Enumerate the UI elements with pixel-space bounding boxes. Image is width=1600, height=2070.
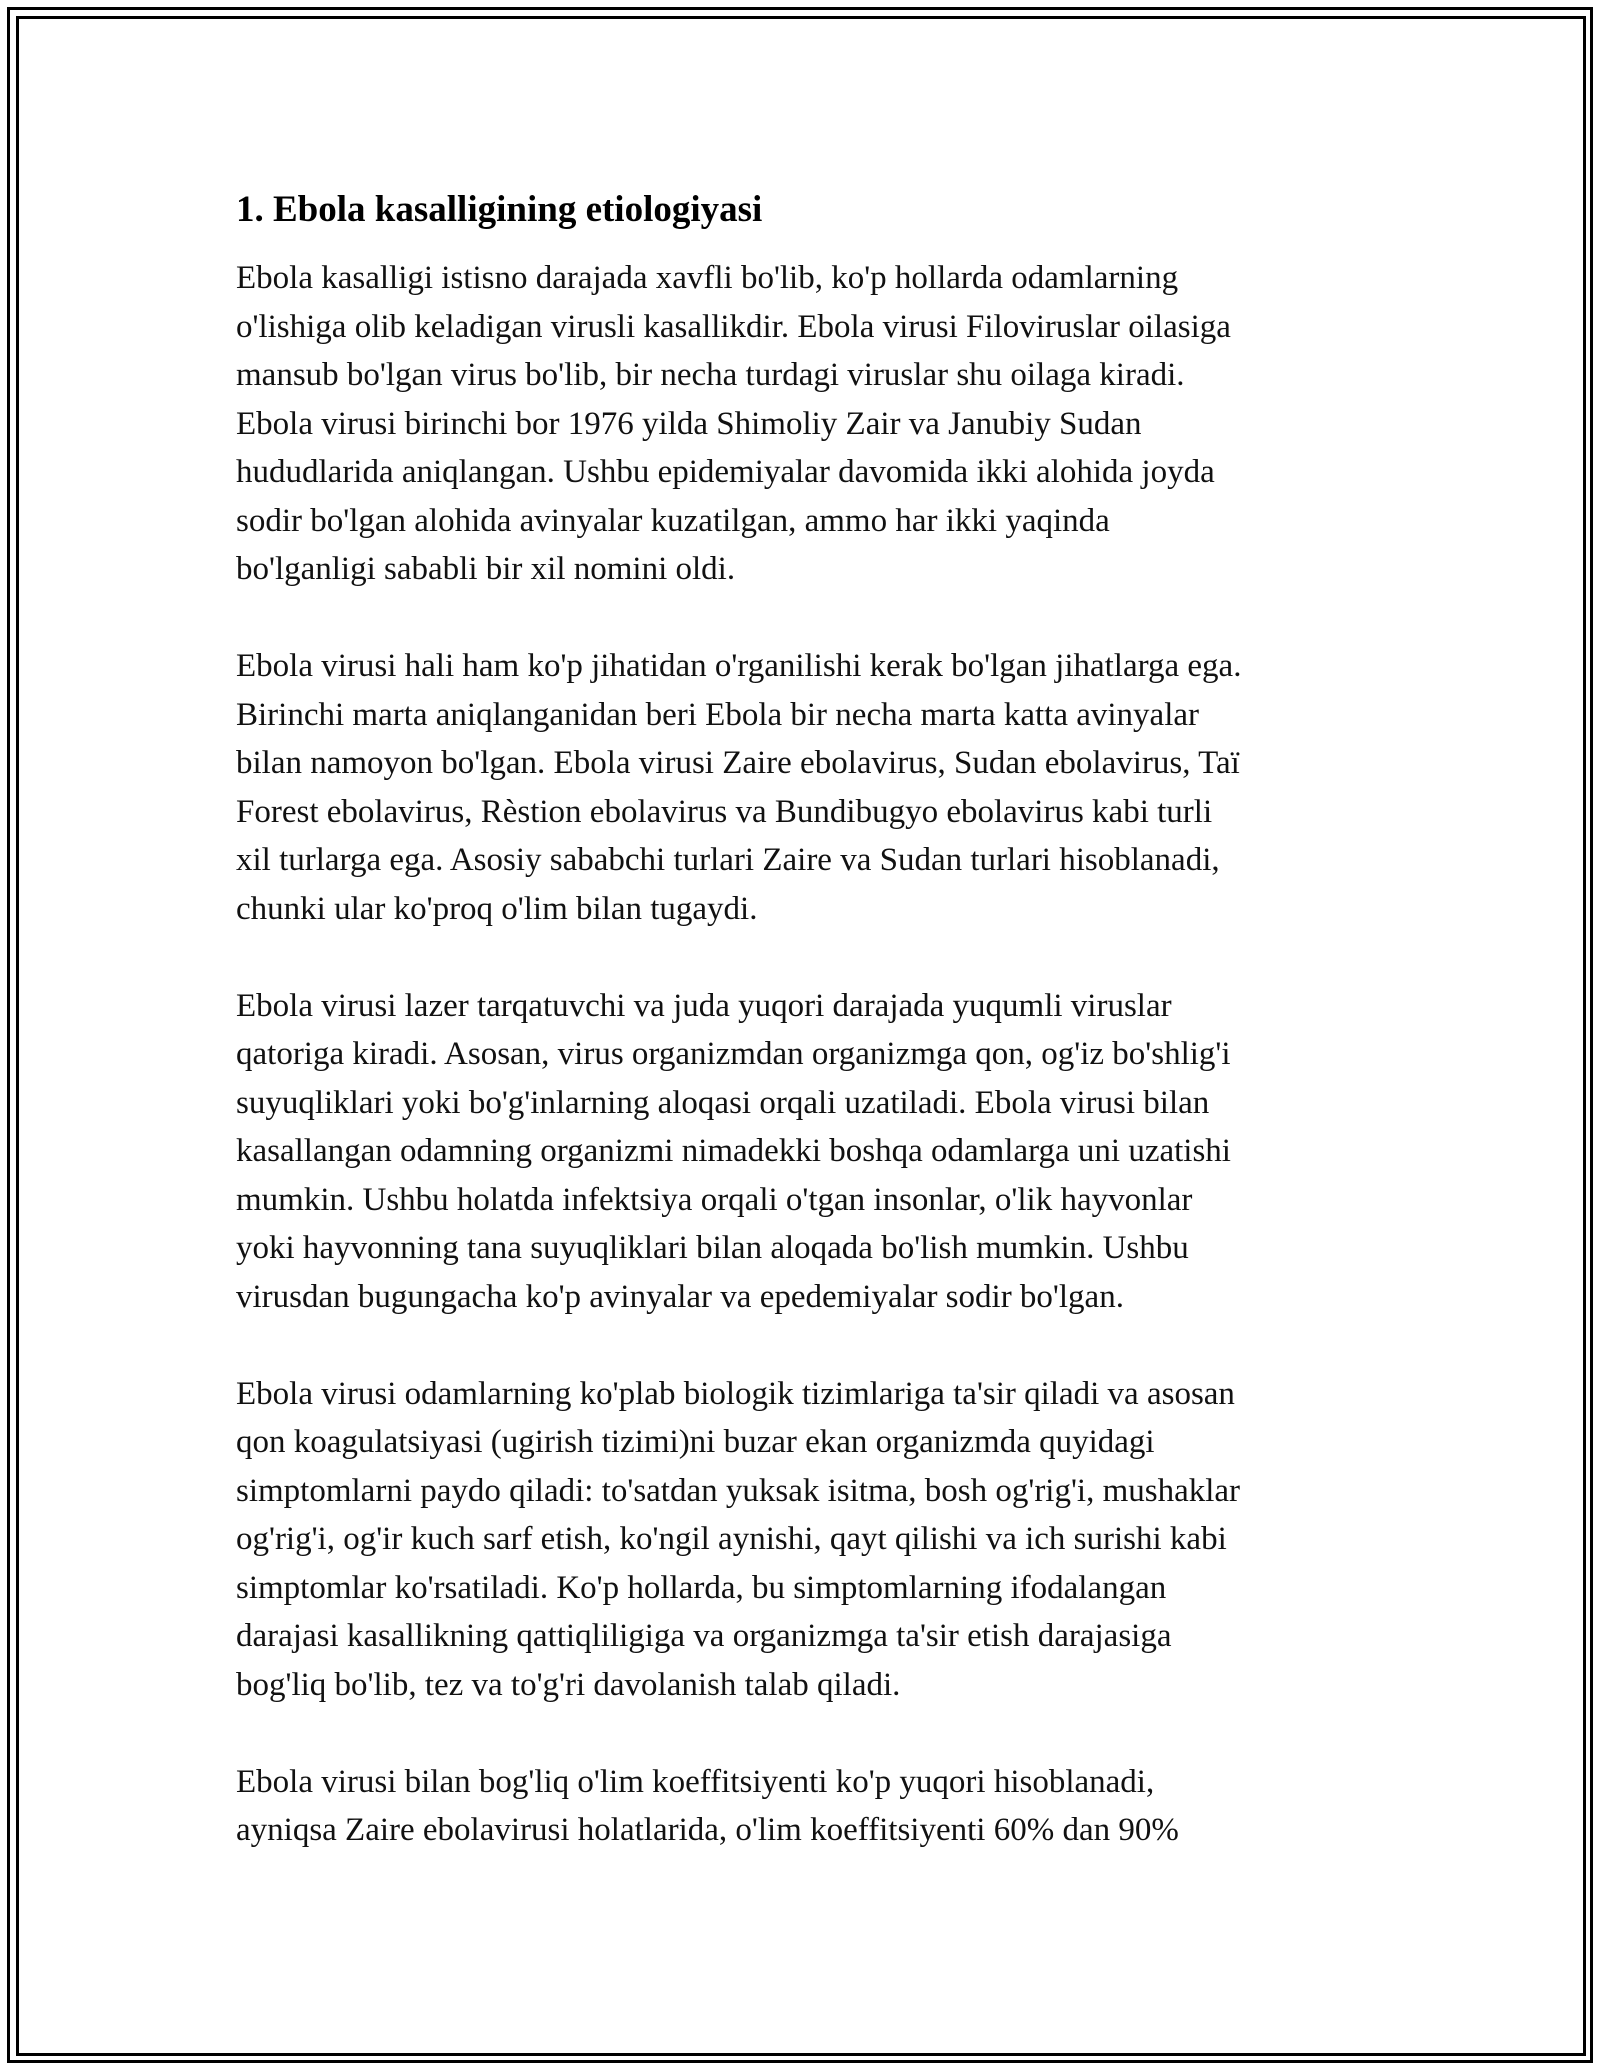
text-line: darajasi kasallikning qattiqliligiga va organizmga ta'sir etish darajasiga: [236, 1618, 1172, 1654]
text-line: chunki ular ko'proq o'lim bilan tugaydi.: [236, 890, 758, 927]
text-line: qon koagulatsiyasi (ugirish tizimi)ni buzar ekan organizmda quyidagi: [236, 1424, 1155, 1460]
paragraph-etiology-intro: [236, 254, 1366, 594]
text-line: Ebola virusi hali ham ko'p jihatidan o'rganilishi kerak bo'lgan jihatlarga ega.: [236, 648, 1242, 684]
text-line: Ebola virusi bilan bog'liq o'lim koeffitsiyenti ko'p yuqori hisoblanadi,: [236, 1763, 1155, 1800]
text-line: kasallangan odamning organizmi nimadekki boshqa odamlarga uni uzatishi: [236, 1133, 1231, 1169]
section-heading: 1. Ebola kasalligining etiologiyasi: [236, 189, 763, 230]
text-line: Ebola virusi birinchi bor 1976 yilda Shimoliy Zair va Janubiy Sudan: [236, 405, 1142, 442]
paragraph-mortality: [236, 1758, 1366, 1855]
text-line: yoki hayvonning tana suyuqliklari bilan aloqada bo'lish mumkin. Ushbu: [236, 1230, 1189, 1266]
text-line: simptomlarni paydo qiladi: to'satdan yuksak isitma, bosh og'rig'i, mushaklar: [236, 1472, 1241, 1509]
text-line: Ebola virusi odamlarning ko'plab biologik tizimlariga ta'sir qiladi va asosan: [236, 1375, 1235, 1412]
text-line: mansub bo'lgan virus bo'lib, bir necha turdagi viruslar shu oilaga kiradi.: [236, 357, 1185, 393]
document-body: [236, 186, 1366, 1903]
text-line: bog'liq bo'lib, tez va to'g'ri davolanish talab qiladi.: [236, 1666, 901, 1703]
text-line: bilan namoyon bo'lgan. Ebola virusi Zaire ebolavirus, Sudan ebolavirus, Taï: [236, 745, 1240, 781]
text-line: og'rig'i, og'ir kuch sarf etish, ko'ngil aynishi, qayt qilishi va ich surishi kabi: [236, 1521, 1227, 1557]
paragraph-transmission: [236, 982, 1366, 1322]
text-line: o'lishiga olib keladigan virusli kasallikdir. Ebola virusi Filoviruslar oilasiga: [236, 308, 1231, 345]
text-line: virusdan bugungacha ko'p avinyalar va epedemiyalar sodir bo'lgan.: [236, 1278, 1124, 1315]
text-line: mumkin. Ushbu holatda infektsiya orqali o'tgan insonlar, o'lik hayvonlar: [236, 1181, 1193, 1218]
text-line: Forest ebolavirus, Rèstion ebolavirus va Bundibugyo ebolavirus kabi turli: [236, 793, 1213, 830]
text-line: suyuqliklari yoki bo'g'inlarning aloqasi orqali uzatiladi. Ebola virusi bilan: [236, 1084, 1210, 1121]
text-line: Birinchi marta aniqlanganidan beri Ebola bir necha marta katta avinyalar: [236, 696, 1200, 733]
text-line: ayniqsa Zaire ebolavirusi holatlarida, o'lim koeffitsiyenti 60% dan 90%: [236, 1812, 1179, 1848]
text-line: simptomlar ko'rsatiladi. Ko'p hollarda, bu simptomlarning ifodalangan: [236, 1569, 1167, 1606]
paragraph-virus-species: [236, 642, 1366, 933]
text-line: hududlarida aniqlangan. Ushbu epidemiyalar davomida ikki alohida joyda: [236, 454, 1215, 490]
text-line: xil turlarga ega. Asosiy sababchi turlari Zaire va Sudan turlari hisoblanadi,: [236, 842, 1220, 878]
text-line: sodir bo'lgan alohida avinyalar kuzatilgan, ammo har ikki yaqinda: [236, 502, 1110, 539]
text-line: bo'lganligi sababli bir xil nomini oldi.: [236, 551, 736, 587]
text-line: Ebola kasalligi istisno darajada xavfli bo'lib, ko'p hollarda odamlarning: [236, 260, 1179, 296]
text-line: Ebola virusi lazer tarqatuvchi va juda yuqori darajada yuqumli viruslar: [236, 987, 1172, 1024]
text-line: qatoriga kiradi. Asosan, virus organizmdan organizmga qon, og'iz bo'shlig'i: [236, 1036, 1231, 1072]
paragraph-symptoms: [236, 1370, 1366, 1710]
